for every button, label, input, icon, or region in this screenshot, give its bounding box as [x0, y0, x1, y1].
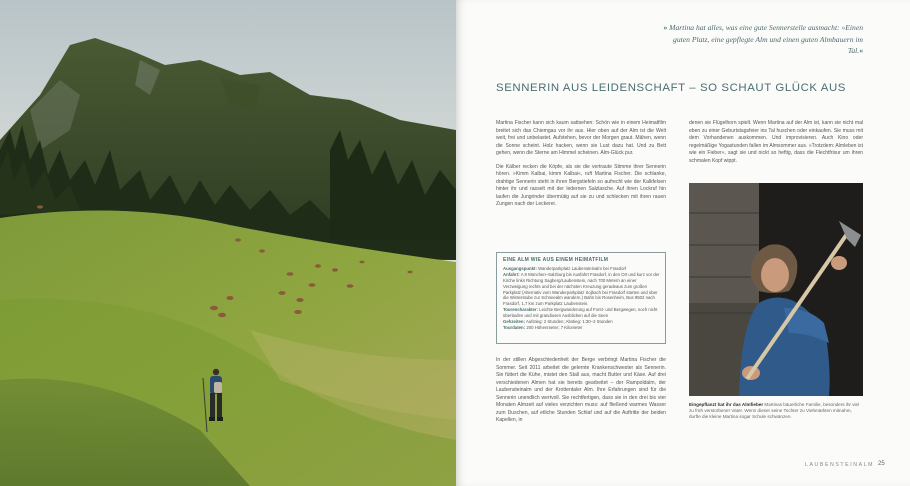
info-text: Leichte Bergwanderung auf Forst- und Bergwegen, noch nicht überlaufen und mit grandiosen Ausblicken auf die Seen — [503, 307, 658, 319]
info-label: Tourdaten: — [503, 324, 526, 330]
info-text: Wanderparkplatz Laubensteinalm bei Frasdorf — [538, 265, 627, 271]
info-text: Aufstieg: 2 Stunden; Abstieg: 1:30–2 Stunden — [525, 319, 613, 325]
body-paragraph: In der stillen Abgeschiedenheit der Berge verbringt Martina Fischer die Sommer. Seit 2011 arbeitet die gelernte Krankenschwester als Sennerin. Sie füttert die Kühe, mistet den Stall aus, macht Butter und Käse. Auf drei verschiedenen Almen hat sie bereits gearbeitet – der Rampoldalm, der Laubensteinalm und der Krottentaler Alm. Ihre Erfahrungen sind für die Sennerin unendlich wertvoll. Sie rechtfertigen, dass sie in den drei bis vier Monaten Almzeit auf vieles verzichten muss: auf fließend warmes Wasser zum Duschen, auf etliche Stunden Schlaf und auf die Auftritte der beiden Kapellen, in — [496, 357, 666, 424]
tour-info-box — [496, 252, 666, 344]
quote-open-mark: » — [663, 23, 668, 32]
quote-text: Martina hat alles, was eine gute Sennerstelle ausmacht: »Einen guten Platz, eine gepflegte Alm und einen guten Almbauern im Tal. — [669, 23, 863, 55]
info-label: Ausgangspunkt: — [503, 265, 537, 271]
text-column-left-bottom — [496, 357, 666, 431]
info-box-title: EINE ALM WIE AUS EINEM HEIMATFILM — [503, 257, 609, 263]
page-number: 25 — [878, 461, 885, 467]
caption-bold: Eingepflanzt hat ihr das Almfieber — [689, 402, 764, 407]
info-line — [503, 325, 660, 331]
info-line — [503, 307, 660, 319]
info-text: A 8 München–Salzburg bis Ausfahrt Frasdorf, in den Ort und kurz vor der Kirche links Richtung Sagberg/Laubenstein, nach 700 Metern an einer Verzweigung rechts und bei der nächsten Kreuzung geradeaus zum großen Parkplatz (Alternativ vom Wanderparkplatz Sojbach bei Frasdorf starten und über die Winterstube zur Schneealm wandern.) Bahn bis Rosenheim, Bus 9502 nach Frasdorf, 1,7 km zum Parkplatz Laubenstein. — [503, 271, 660, 307]
info-label: Tourencharakter: — [503, 307, 539, 313]
text-column-right — [689, 120, 863, 171]
body-paragraph: Martina Fischer kann sich kaum sattsehen: Schön wie in einem Heimatfilm breitet sich das Chiemgau vor ihr aus. Hier oben auf der Alm ist die Welt weit, frei und unbelastet. Aufstehen, bevor der Morgen graut. Mähen, wenn die Sonne scheint. Holz hacken, wenn sie Lust dazu hat. Und zu Bett gehen, wenn die Sterne am Himmel scheinen. Alm-Glück pur. — [496, 120, 666, 157]
text-column-left-top — [496, 120, 666, 215]
text-page — [456, 0, 910, 486]
info-label: Gehzeiten: — [503, 319, 525, 325]
info-label: Anfahrt: — [503, 271, 520, 277]
caption-text: Martinas bäuerliche Familie, besonders ihr viel zu früh verstorbener Vater. Wenn dieser seine Tochter zu Viehmärkten mitnahm, durfte die kleine Martina sogar Schule schwänzen. — [689, 402, 860, 420]
info-text: 200 Höhenmeter; 7 Kilometer — [526, 324, 583, 330]
running-title: LAUBENSTEINALM — [805, 462, 875, 468]
article-headline: SENNERIN AUS LEIDENSCHAFT – SO SCHAUT GLÜCK AUS — [496, 82, 846, 94]
pull-quote — [663, 22, 863, 57]
photo-caption — [689, 402, 863, 421]
body-paragraph: Die Kälber recken die Köpfe, als sie die vertraute Stimme ihrer Sennerin hören. »Kimm Kalbai, kimm Kalbai«, ruft Martina Fischer. Die schlanke, drahtige Sennerin steht in ihren Bergstiefeln so aufrecht wie der Kalkfelsen hinter ihr und rasselt mit der ledernen Salzlasche. Auf ihren Lockruf hin laufen die Jungrinder übermütig auf sie zu und schlecken mit ihren rauen Zungen nach der Leckerei. — [496, 163, 666, 208]
body-paragraph: denen sie Flügelhorn spielt. Wenn Martina auf der Alm ist, kann sie nicht mal eben zu einer Geburtstagsfeier ins Tal huschen oder einkaufen. Sie muss mit dem Vorhandenen auskommen. Und improvisieren. Auch Kino oder regelmäßige Yogastunden fallen im Almsommer aus. »Trotzdem: Almleben ist wie ein Fieber«, sagt sie und nickt so heftig, dass die Flechtfrisur um ihren schmalen Kopf wippt. — [689, 120, 863, 164]
quote-close-mark: « — [859, 46, 863, 55]
sennerin-with-axe-photo — [689, 183, 863, 396]
info-line — [503, 272, 660, 307]
